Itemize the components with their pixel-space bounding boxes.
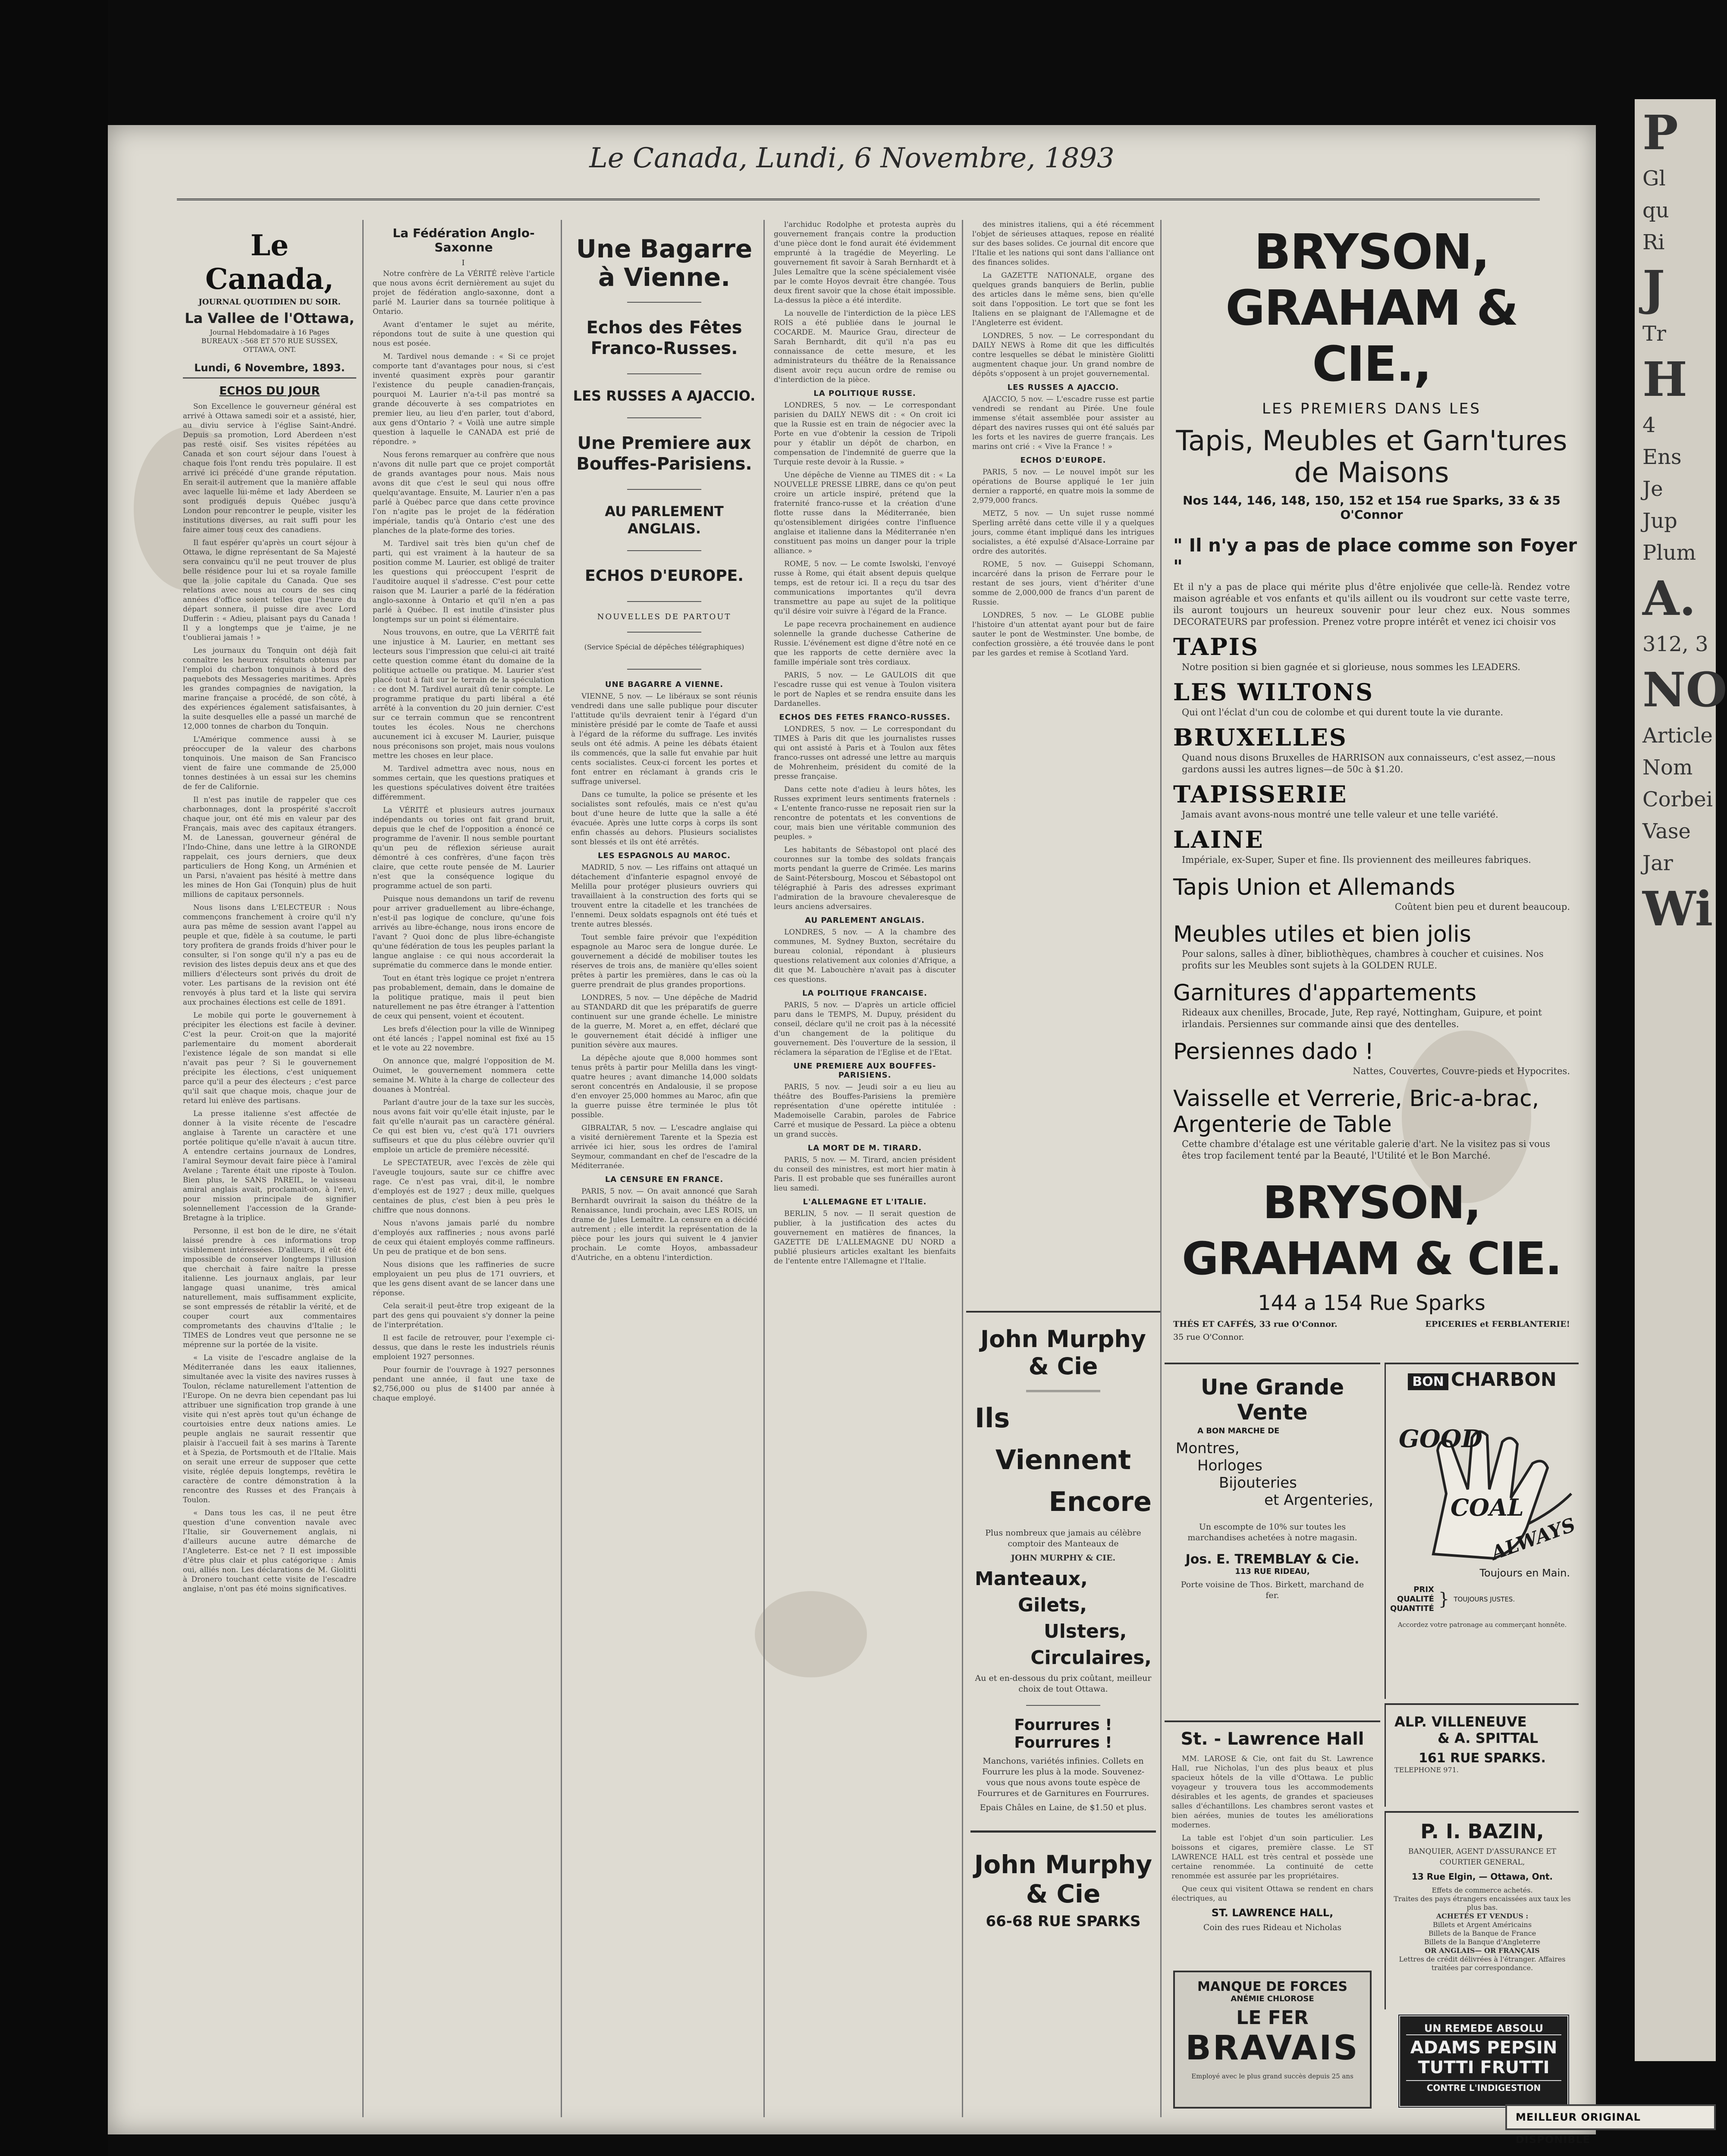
adjacent-fragment: Ri — [1642, 230, 1665, 254]
bazin-line: Billets de la Banque de France — [1428, 1929, 1536, 1937]
bryson-item: Tapis Union et Allemands — [1173, 874, 1455, 900]
subhead: UNE BAGARRE A VIENNE. — [605, 680, 724, 689]
bryson-footer-left: THÉS ET CAFFÉS, 33 rue O'Connor. — [1173, 1319, 1338, 1329]
murphy-ad-text: Epais Châles en Laine, de $1.50 et plus. — [980, 1803, 1147, 1812]
murphy-ad — [966, 1311, 1160, 2130]
article-paragraph: La presse italienne s'est affectée de donner à la visite récente de l'escadre anglaise à Tarente un caractère et une portée politique qu'elle n'avait à aucun titre. A entendre certains journaux de Londres, l'amiral Seymour devait faire pièce à l'amiral Avelane ; Tarente était une riposte à Toulon. Bien plus, le SANS PAREIL, le vaisseau amiral anglais avait, proclamait-on, à l'envi, pour mission principale de signifier solennellement l'accession de la Grande-Bretagne à la triplice. — [183, 1109, 356, 1222]
headline: Une Premiere aux Bouffes-Parisiens. — [576, 433, 752, 474]
article-paragraph: Les brefs d'élection pour la ville de Winnipeg ont été lancés ; l'appel nominal est fixé au 15 et le vote au 22 novembre. — [373, 1025, 555, 1053]
article-paragraph: « La visite de l'escadre anglaise de la Méditerranée dans les eaux italiennes, simultanée avec la visite des navires russes à Toulon, réclame naturellement l'attention de l'Europe. On ne devra bien cependant pas lui attribuer une signification trop grande à une visite qui n'est après tout qu'un échange de courtoisies entre deux nations amies. Le peuple anglais ne saurait ressentir que plaisir à l'accueil fait à ses marins à Tarente et à Spezia, de Portsmouth et de l'Italie. Mais on serait une erreur de supposer que cette visite, réglée depuis longtemps, revêtira le caractère de contre démonstration à la rencontre des Russes et des Français à Toulon. — [183, 1354, 356, 1504]
lawrence-hall-text: Que ceux qui visitent Ottawa se rendent en chars électriques, au — [1171, 1885, 1373, 1903]
tremblay-ad-name: Jos. E. TREMBLAY & Cie. — [1185, 1552, 1360, 1567]
article-paragraph: Nous trouvons, en outre, que La VÉRITÉ fait une injustice à M. Laurier, en mettant ses lecteurs sous l'impression que celui-ci ait traité cette question comme étant du domaine de la politique actuelle ou pratique. M. Laurier s'est placé tout à fait sur le terrain de la spéculation : ce dont M. Tardivel aurait dû tenir compte. Le programme pratique du parti libéral a été arrêté à la convention du 20 juin dernier. C'est sur ce terrain commun que se rencontrent toutes les écoles. Nous ne cherchons aucunement ici à excuser M. Laurier, puisque nous préconisons son projet, mais nous voulons mettre les choses en leur place. — [373, 628, 555, 760]
villeneuve-address: 161 RUE SPARKS. — [1419, 1751, 1546, 1766]
subhead: AU PARLEMENT ANGLAIS. — [805, 916, 925, 925]
article-paragraph: PARIS, 5 nov. — M. Tirard, ancien président du conseil des ministres, est mort hier matin à Paris. Il est probable que ses funérailles auront lieu samedi. — [774, 1156, 956, 1193]
article-paragraph: M. Tardivel admettra avec nous, nous en sommes certain, que les questions pratiques et les questions spéculatives doivent être traitées différemment. — [373, 765, 555, 802]
adams-line: CONTRE L'INDIGESTION — [1406, 2080, 1561, 2093]
adjacent-fragment: Plum — [1642, 541, 1696, 565]
column-3 — [565, 220, 763, 2126]
subhead: UNE PREMIERE AUX BOUFFES-PARISIENS. — [793, 1062, 936, 1080]
charbon-qualite: QUALITÉ — [1397, 1595, 1434, 1604]
adjacent-fragment: 312, 3 — [1642, 632, 1708, 656]
bravais-line: MANQUE DE FORCES — [1197, 1979, 1348, 1994]
headline: ECHOS D'EUROPE. — [585, 567, 744, 585]
subhead: LES RUSSES A AJACCIO. — [1007, 383, 1119, 392]
bryson-item-desc: Jamais avant avons-nous montré une telle valeur et une telle variété. — [1182, 809, 1498, 820]
adjacent-fragment: A. — [1642, 570, 1696, 626]
adjacent-fragment: Je — [1642, 477, 1663, 501]
article-paragraph: PARIS, 5 nov. — Le GAULOIS dit que l'escadre russe qui est venue à Toulon visitera le port de Naples et se rendra ensuite dans les Dardanelles. — [774, 671, 956, 708]
subhead: ECHOS D'EUROPE. — [1020, 456, 1106, 465]
murphy-ad-word: Encore — [1049, 1486, 1152, 1517]
adjacent-fragment: qu — [1642, 198, 1669, 222]
article-title: La Fédération Anglo-Saxonne — [392, 226, 535, 254]
adjacent-fragment: P — [1642, 105, 1678, 160]
article-paragraph: Les journaux du Tonquin ont déjà fait connaître les heureux résultats obtenus par l'emploi du charbon tonquinois à bord des paquebots des Messageries maritimes. Après les grandes compagnies de navigation, la marine française a procédé, de son côté, à des expériences également satisfaisantes, à la suite desquelles elle a passé un marché de 12,000 tonnes de charbon du Tonquin. — [183, 646, 356, 731]
paper-logo: Le Canada, — [205, 229, 334, 296]
bazin-line: Lettres de crédit délivrées à l'étranger. Affaires traitées par correspondance. — [1399, 1955, 1566, 1972]
murphy-ad-item: Ulsters, — [1044, 1620, 1127, 1642]
bryson-item-desc: Coûtent bien peu et durent beaucoup. — [1394, 902, 1570, 912]
murphy-ad-word: Viennent — [995, 1444, 1131, 1476]
article-paragraph: Pour fournir de l'ouvrage à 1927 personnes pendant une année, il faut une taxe de $2,756,000 ou plus de $1400 par année à chaque employé. — [373, 1366, 555, 1403]
column-4 — [768, 220, 962, 2126]
subhead: LES ESPAGNOLS AU MAROC. — [598, 851, 731, 860]
bryson-item-desc: Nattes, Couvertes, Couvre-pieds et Hypocrites. — [1353, 1066, 1570, 1076]
villeneuve-name2: & A. SPITTAL — [1438, 1730, 1539, 1746]
adjacent-fragment: Corbei — [1642, 787, 1713, 812]
bazin-line: Traites des pays étrangers encaissées aux taux les plus bas. — [1394, 1895, 1571, 1912]
newspaper-page — [108, 125, 1596, 2134]
bryson-ad-intro: Et il n'y a pas de place qui mérite plus d'être enjolivée que celle-là. Rendez votre maison agréable et vos enfants et qu'ils aillent ou ils voudront sur cette vaste terre, ils auront toujours un heureux souvenir pour leur chez eux. Nous sommes DECORATEURS par profession. Prenez votre propre intérêt et venez ici choisir vos — [1173, 582, 1570, 627]
headline: LES RUSSES A AJACCIO. — [573, 388, 756, 404]
bryson-item: TAPIS — [1173, 633, 1259, 661]
bryson-item-desc: Impériale, ex-Super, Super et fine. Ils proviennent des meilleures fabriques. — [1182, 855, 1531, 865]
adjacent-fragment: Vase — [1642, 819, 1691, 843]
article-paragraph: Tout semble faire prévoir que l'expédition espagnole au Maroc sera de longue durée. Le gouvernement a décidé de mobiliser toutes les réserves de trois ans, de manière qu'elles soient prêtes à partir les premières, dans le cas où la guerre prendrait de plus grandes proportions. — [571, 933, 757, 989]
article-paragraph: Puisque nous demandons un tarif de revenu pour arriver graduellement au libre-échange, n'est-il pas logique de conclure, qu'une fois arrivés au libre-échange, nous irons encore de l'avant ? Quoi donc de plus libre-échangiste qu'une fédération de tous les peuples parlant la langue anglaise : ce qui nous accorderait la suprématie du commerce dans le monde entier. — [373, 895, 555, 970]
headline: Une Bagarre à Vienne. — [576, 234, 753, 292]
section-title: ECHOS DU JOUR — [219, 385, 320, 398]
article-paragraph: LONDRES, 5 nov. — Le correspondant du DAILY NEWS à Rome dit que les difficultés contre lesquelles se débat le ministère Giolitti augmentent chaque jour. Un grand nombre de dépôts s'opposent à un projet gouvernemental. — [972, 332, 1154, 378]
adjacent-fragment: J — [1642, 260, 1665, 316]
masthead-title: Le Canada, Lundi, 6 Novembre, 1893 — [589, 142, 1115, 174]
bryson-item-desc: Quand nous disons Bruxelles de HARRISON aux connaisseurs, c'est assez,—nous gardons aussi les autres lignes—de 50c à $1.20. — [1182, 752, 1556, 774]
bryson-item: Meubles utiles et bien jolis — [1173, 921, 1471, 947]
lawrence-hall-address: Coin des rues Rideau et Nicholas — [1203, 1923, 1342, 1932]
article-paragraph: VIENNE, 5 nov. — Le libéraux se sont réunis vendredi dans une salle publique pour discuter l'attitude qu'ils devraient tenir à l'égard d'un ministère présidé par le comte de Taafe et aussi à l'égard de la réforme du suffrage. Les invités seuls ont été admis. A peine les débats étaient ils commencés, que la salle fut envahie par huit cents socialistes. Ceux-ci forcent les portes et font entrer en réclamant à grands cris le suffrage universel. — [571, 692, 757, 786]
adams-line: UN REMEDE ABSOLU — [1406, 2022, 1561, 2035]
charbon-always: ALWAYS — [1488, 1514, 1579, 1565]
bazin-line: Billets de la Banque d'Angleterre — [1424, 1938, 1541, 1946]
article-paragraph: Le mobile qui porte le gouvernement à précipiter les élections est facile à deviner. C'est la peur. Croit-on que la majorité parlementaire du moment aborderait l'existence légale de son mandat si elle n'avait pas peur ? Si le gouvernement précipite les élections, c'est uniquement parce qu'il a peur des électeurs ; c'est parce qu'il sait que chaque mois, chaque jour de retard lui enlève des partisans. — [183, 1011, 356, 1105]
article-paragraph: Tout en étant très logique ce projet n'entrera pas probablement, demain, dans le domaine de la politique pratique, mais il peut bien naturellement ne pas être étranger à l'attention de ceux qui pensent, voient et écoutent. — [373, 974, 555, 1021]
adams-brand: ADAMS PEPSIN — [1410, 2038, 1557, 2058]
murphy-ad-item: Gilets, — [1018, 1594, 1087, 1616]
villeneuve-phone: TELEPHONE 971. — [1394, 1766, 1459, 1774]
bryson-ad — [1165, 220, 1579, 1350]
subhead: LA POLITIQUE FRANCAISE. — [802, 989, 927, 998]
article-paragraph: Nous disions que les raffineries de sucre employaient un peu plus de 171 ouvriers, et que les gens disent avant de se lancer dans une réponse. — [373, 1260, 555, 1297]
charbon-prix: PRIX — [1413, 1585, 1434, 1594]
villeneuve-name: ALP. VILLENEUVE — [1394, 1714, 1527, 1730]
office-city: OTTAWA, ONT. — [243, 345, 296, 354]
column-1 — [177, 220, 362, 2126]
tremblay-ad — [1165, 1363, 1380, 1716]
adjacent-fragment: Ens — [1642, 445, 1682, 469]
issue-date: Lundi, 6 Novembre, 1893. — [183, 362, 356, 379]
paper-subtitle: JOURNAL QUOTIDIEN DU SOIR. — [198, 298, 341, 307]
article-paragraph: l'archiduc Rodolphe et protesta auprès du gouvernement français contre la production d'une pièce dont le fond aurait été évidemment emprunté à la tragédie de Meyerling. Le gouvernement fit savoir à Sarah Bernhardt et à Jules Lemaître que la scène spécialement visée par le comte Hoyos devrait être changée. Tous deux firent savoir que la chose était impossible. La-dessus la pièce a été interdite. — [774, 220, 956, 305]
tremblay-item: Montres, — [1176, 1440, 1240, 1457]
masthead — [108, 142, 1596, 190]
murphy-fur-title: Fourrures ! Fourrures ! — [1014, 1716, 1112, 1752]
article-paragraph: LONDRES, 5 nov. — Le correspondant parisien du DAILY NEWS dit : « On croit ici que la Russie est en train de négocier avec la Porte en vue d'obtenir la cession de Tripoli pour y établir un dépôt de charbon, en compensation de l'indemnité de guerre que la Turquie reste devoir à la Russie. » — [774, 401, 956, 467]
article-paragraph: des ministres italiens, qui a été récemment l'objet de sérieuses attaques, repose en réalité sur des bases solides. Ce journal dit encore que l'Italie et les nations qui sont dans l'alliance ont des finances solides. — [972, 220, 1154, 267]
weekly-title: La Vallee de l'Ottawa, — [185, 310, 355, 326]
bryson-item-desc: Pour salons, salles à dîner, bibliothèques, chambres à coucher et cuisines. Nos profits sur les Meubles sont sujets à la GOLDEN RULE. — [1182, 949, 1544, 971]
article-paragraph: La nouvelle de l'interdiction de la pièce LES ROIS a été publiée dans le journal le COCARDE. M. Maurice Grau, directeur de Sarah Bernhardt, dit qu'il n'a pas eu connaissance de cette mesure, et les administrateurs du théâtre de la Renaissance disent avoir reçu aucun ordre de remise ou d'interdiction de la pièce. — [774, 309, 956, 384]
article-paragraph: Il faut espérer qu'après un court séjour à Ottawa, le digne représentant de Sa Majesté sera convaincu qu'il ne peut trouver de plus belle résidence pour lui et sa royale famille que la jolie capitale du Canada. Que ses relations avec nous au cours de ses cinq années d'office soient telles que l'heure du départ sonnera, il puisse dire avec Lord Dufferin : « Adieu, plaisant pays du Canada ! Il y a longtemps que je t'aime, je ne t'oublierai jamais ! » — [183, 539, 356, 642]
article-paragraph: Cela serait-il peut-être trop exigeant de la part des gens qui pouvaient s'y donner la peine de l'interprétation. — [373, 1302, 555, 1329]
tremblay-ad-address: 113 RUE RIDEAU, — [1235, 1567, 1310, 1576]
bravais-line: LE FER — [1236, 2007, 1309, 2029]
wire-note: (Service Spécial de dépêches télégraphiques) — [584, 643, 744, 651]
article-paragraph: PARIS, 5 nov. — Jeudi soir a eu lieu au théâtre des Bouffes-Parisiens la première représentation d'une opérette intitulée : Mademoiselle Carabin, paroles de Fabrice Carré et musique de Pessard. La pièce a obtenu un grand succès. — [774, 1083, 956, 1139]
article-paragraph: AJACCIO, 5 nov. — L'escadre russe est partie vendredi se rendant au Pirée. Une foule immense s'était assemblée pour assister au départ des navires russes qui ont été salués par les forts et les navires de guerre français. Les marins ont crié : « Vive la France ! » — [972, 395, 1154, 451]
news-section-title: NOUVELLES DE PARTOUT — [597, 612, 732, 621]
bazin-line: ACHETÉS ET VENDUS : — [1436, 1912, 1529, 1920]
adjacent-fragment: Jup — [1642, 509, 1677, 533]
article-paragraph: « Dans tous les cas, il ne peut être question d'une convention navale avec l'Italie, sir Gouvernement anglais, ni d'ailleurs aucune autre démarche de l'Angleterre. Est-ce net ? Il est impossible d'être plus clair et plus catégorique : Amis oui, alliés non. Les déclarations de M. Giolitti à Dronero touchant cette visite de l'escadre anglaise, n'ont pas été moins significatives. — [183, 1509, 356, 1593]
article-paragraph: M. Tardivel nous demande : « Si ce projet comporte tant d'avantages pour nous, si c'est inventé quasiment exprès pour garantir l'existence du peuple canadien-français, pourquoi M. Laurier n'a-t-il pas montré sa grande découverte à ses compatriotes en premier lieu, au lieu d'en parler, tout d'abord, aux gens d'Ontario ? « Voilà une autre simple question à laquelle le CANADA est prié de répondre. » — [373, 352, 555, 446]
tremblay-ad-sub: A BON MARCHE DE — [1197, 1426, 1280, 1435]
murphy-ad-text: Au et en-dessous du prix coûtant, meilleur choix de tout Ottawa. — [975, 1673, 1152, 1694]
bazin-line: Effets de commerce achetés. — [1432, 1886, 1533, 1894]
scan-border — [0, 0, 108, 2156]
bryson-ad-address: Nos 144, 146, 148, 150, 152 et 154 rue Sparks, 33 & 35 O'Connor — [1183, 493, 1561, 522]
article-paragraph: Nous ferons remarquer au confrère que nous n'avons dit nulle part que ce projet comportât de grands avantages pour nous. Mais nous avons dit que c'est le seul qui nous offre quelqu'avantage. Ensuite, M. Laurier n'en a pas parlé à Québec parce que dans cette province l'on n'agite pas le projet de la fédération impériale, tandis qu'à Ontario c'est une des planches de la plate-forme des tories. — [373, 451, 555, 535]
bryson-item-desc: Cette chambre d'étalage est une véritable galerie d'art. Ne la visitez pas si vous êtes trop facilement tenté par la Beauté, l'Utilité et le Bon Marché. — [1182, 1139, 1550, 1161]
article-paragraph: Il est facile de retrouver, pour l'exemple ci-dessus, que dans le reste les industriels réunis emploient 1927 personnes. — [373, 1334, 555, 1361]
article-paragraph: GIBRALTAR, 5 nov. — L'escadre anglaise qui a visité dernièrement Tarente et la Spezia est arrivée ici hier, sous les ordres de l'amiral Seymour, commandant en chef de l'escadre de la Méditerranée. — [571, 1124, 757, 1170]
murphy-ad-name: JOHN MURPHY & CIE. — [1011, 1553, 1116, 1563]
bravais-line: ANÉMIE CHLOROSE — [1231, 1994, 1314, 2003]
article-paragraph: Les habitants de Sébastopol ont placé des couronnes sur la tombe des soldats français morts pendant la guerre de Crimée. Les marins de Saint-Pétersbourg, Moscou et Sébastopol ont télégraphié à Paris des adresses exprimant l'admiration de la bravoure chevaleresque de leurs anciens adversaires. — [774, 846, 956, 911]
bravais-note: Employé avec le plus grand succès depuis 25 ans — [1191, 2072, 1353, 2080]
article-paragraph: Le SPECTATEUR, avec l'excès de zèle qui l'aveugle toujours, saute sur ce chiffre avec rage. Ce n'est pas vrai, dit-il, le nombre d'employés est de 1927 ; deux mille, quelques centaines de plus, c'est bien à peu près le chiffre que nous donnons. — [373, 1159, 555, 1215]
article-paragraph: L'Amérique commence aussi à se préoccuper de la valeur des charbons tonquinois. Une maison de San Francisco vient de faire une commande de 25,000 tonnes destinées à un essai sur les chemins de fer de Californie. — [183, 735, 356, 791]
article-paragraph: La VÉRITÉ et plusieurs autres journaux indépendants ou tories ont fait grand bruit, depuis que le chef de l'opposition a énoncé ce programme de l'avenir. Il nous semble pourtant qu'un peu de réflexion sérieuse aurait démontré à ces confrères, d'une façon très claire, que cette route pensée de M. Laurier n'est que la conséquence logique du programme actuel de son parti. — [373, 806, 555, 890]
bazin-address: 13 Rue Elgin, — Ottawa, Ont. — [1412, 1871, 1553, 1882]
article-paragraph: Dans ce tumulte, la police se présente et les socialistes sont refoulés, mais ce n'est qu'au bout d'une heure de lutte que la salle a été évacuée. Après une lutte corps à corps ils sont enfin chassés au dehors. Plusieurs socialistes sont blessés et ils ont été arrêtés. — [571, 790, 757, 846]
lawrence-hall-text: MM. LAROSE & Cie, ont fait du St. Lawrence Hall, rue Nicholas, l'un des plus beaux et plus spacieux hôtels de la ville d'Ottawa. Le public voyageur y trouvera tous les accommodements désirables et les agents, de grandes et spacieuses salles d'échantillons. Les chambres seront vastes et bien aérées, munies de toutes les améliorations modernes. — [1171, 1755, 1373, 1830]
column-2 — [367, 220, 561, 2126]
murphy-ad-item: Manteaux, — [975, 1568, 1088, 1590]
bryson-item-desc: Rideaux aux chenilles, Brocade, Jute, Rep rayé, Nottingham, Guipure, et point irlandais. Persiennes sur commande ainsi que des dentelles. — [1182, 1007, 1542, 1029]
bryson-item: BRUXELLES — [1173, 724, 1347, 751]
bryson-item-desc: Qui ont l'éclat d'un cou de colombe et qui durent toute la vie durante. — [1182, 707, 1504, 718]
subhead: LA POLITIQUE RUSSE. — [813, 389, 916, 398]
bazin-line: Billets et Argent Américains — [1432, 1921, 1532, 1929]
lawrence-hall-name: ST. LAWRENCE HALL, — [1211, 1907, 1334, 1919]
article-paragraph: LONDRES, 5 nov. — Le GLOBE publie l'histoire d'un attentat ayant pour but de faire sauter le pont de Westminster. Une bombe, de confection grossière, a été trouvée dans le pont par les gardes et remise à Scotland Yard. — [972, 611, 1154, 658]
article-paragraph: Notre confrère de La VÉRITÉ relève l'article que nous avons écrit dernièrement au sujet du projet de fédération anglo-saxonne, dont a parlé M. Laurier dans sa tournée politique à Ontario. — [373, 270, 555, 316]
bryson-footer-right: EPICERIES et FERBLANTERIE! — [1425, 1319, 1570, 1329]
charbon-good: GOOD — [1399, 1425, 1482, 1453]
charbon-justes: TOUJOURS JUSTES. — [1454, 1595, 1515, 1603]
murphy-footer-address: 66-68 RUE SPARKS — [986, 1913, 1141, 1930]
article-paragraph: PARIS, 5 nov. — Le nouvel impôt sur les opérations de Bourse appliqué le 1er juin dernier a rapporté, en quatre mois la somme de 2,979,000 francs. — [972, 468, 1154, 505]
charbon-tagline: Toujours en Main. — [1479, 1567, 1570, 1579]
archive-label: MEILLEUR ORIGINAL DISPONIBLE — [1505, 2104, 1716, 2130]
office-address: BUREAUX :-568 ET 570 RUE SUSSEX, — [201, 337, 338, 345]
article-paragraph: La GAZETTE NATIONALE, organe des quelques grands banquiers de Berlin, publie des articles dans le même sens, bien qu'elle soit dans l'opposition. Le tort que se font les Italiens en se plaignant de l'Allemagne et de l'Angleterre est évident. — [972, 271, 1154, 327]
article-paragraph: Dans cette note d'adieu à leurs hôtes, les Russes expriment leurs sentiments fraternels : « L'entente franco-russe ne reposait rien sur la rencontre de potentats et les conventions de cour, mais bien une véritable communion des peuples. » — [774, 785, 956, 841]
article-paragraph: Nous lisons dans L'ELECTEUR : Nous commençons franchement à croire qu'il n'y aura pas même de session avant l'appel au peuple et que, fidèle à sa coutume, le parti tory profitera de grands froids d'hiver pour le consulter, si l'on songe qu'il n'y a pas eu de revision des listes depuis deux ans et que des milliers d'électeurs sont privés du droit de voter. Les partisans de la revision ont été renvoyés à plus tard et la liste qui servira aux prochaines élections est celle de 1891. — [183, 903, 356, 1007]
tremblay-ad-text: Un escompte de 10% sur toutes les marchandises achetées à notre magasin. — [1187, 1522, 1357, 1542]
murphy-ad-title: John Murphy & Cie — [980, 1326, 1146, 1380]
article-paragraph: Personne, il est bon de le dire, ne s'était laissé prendre à ces informations trop visiblement intéressées. D'ailleurs, il eût été impossible de conserver longtemps l'illusion que cherchait à faire naître la presse italienne. Les journaux anglais, par leur langage quasi unanime, très amical naturellement, mais suffisamment explicite, se sont empressés de rétablir la vérité, et de couper court aux commentaires comprometants des chauvins d'Italie ; le TIMES de Londres veut que personne ne se méprenne sur la portée de la visite. — [183, 1227, 356, 1349]
charbon-title: CHARBON — [1451, 1369, 1557, 1391]
charbon-note: Accordez votre patronage au commerçant honnête. — [1397, 1621, 1567, 1629]
article-paragraph: METZ, 5 nov. — Un sujet russe nommé Sperling arrêté dans cette ville il y a quelques jours, comme étant impliqué dans les intrigues socialistes, a été expulsé d'Alsace-Lorraine par ordre des autorités. — [972, 509, 1154, 556]
article-paragraph: M. Tardivel sait très bien qu'un chef de parti, qui est vraiment à la hauteur de sa position comme M. Laurier, est obligé de traiter les questions qui préoccupent l'esprit de l'auditoire auquel il s'adresse. C'est pour cette raison que M. Laurier a parlé de la fédération anglo-saxonne à Ontario et qu'il n'en a pas parlé à Québec. Il est inutile d'insister plus longtemps sur un point si élémentaire. — [373, 539, 555, 624]
adjacent-page — [1635, 99, 1727, 2061]
bravais-brand: BRAVAIS — [1185, 2029, 1360, 2068]
adjacent-fragment: NO — [1642, 662, 1727, 718]
lawrence-hall-text: La table est l'objet d'un soin particulier. Les boissons et cigares, première classe. Le ST LAWRENCE HALL est très central et possède une certaine renommée. La continuité de cette renommée est assurée par les propriétaires. — [1171, 1834, 1373, 1880]
bryson-footer-left2: 35 rue O'Connor. — [1173, 1332, 1244, 1342]
adjacent-fragment: Nom — [1642, 755, 1693, 780]
tremblay-item: Horloges — [1197, 1457, 1262, 1474]
bryson-item: LES WILTONS — [1173, 678, 1374, 706]
tremblay-item: Bijouteries — [1219, 1474, 1297, 1492]
headline: Echos des Fêtes Franco-Russes. — [586, 318, 742, 358]
article-paragraph: MADRID, 5 nov. — Les riffains ont attaqué un détachement d'infanterie espagnol envoyé de Melilla pour protéger plusieurs ouvriers qui travaillaient à la construction des forts qui se trouvent entre la citadelle et les tranchées de l'ennemi. Deux soldats espagnols ont été tués et trente autres blessés. — [571, 863, 757, 929]
lawrence-hall-title: St. - Lawrence Hall — [1181, 1729, 1364, 1749]
article-paragraph: ROME, 5 nov. — Guiseppi Schomann, incarcéré dans la prison de Ferrare pour le restant de ses jours, vient d'hériter d'une somme de 2,000,000 de francs d'un parent de Russie. — [972, 560, 1154, 607]
article-paragraph: La dépêche ajoute que 8,000 hommes sont tenus prêts à partir pour Melilla dans les vingt-quatre heures ; avant dimanche 14,000 soldats seront concentrés en Andalousie, il se propose d'en envoyer 25,000 hommes au Maroc, afin que la guerre puisse être terminée le plus tôt possible. — [571, 1054, 757, 1119]
bazin-ad — [1385, 1811, 1579, 2009]
lawrence-hall-ad — [1165, 1720, 1380, 1962]
article-paragraph: Le pape recevra prochainement en audience solennelle la grande duchesse Catherine de Russie. L'événement est digne d'être noté en ce que les rapports de cette dernière avec la famille impériale sont très cordiaux. — [774, 620, 956, 667]
bazin-line: OR ANGLAIS— OR FRANÇAIS — [1425, 1946, 1540, 1955]
article-paragraph: ROME, 5 nov. — Le comte Iswolski, l'envoyé russe à Rome, qui était absent depuis quelque temps, est de retour ici. Il a reçu du tsar des communications importantes qu'il devra transmettre au pape au sujet de la politique qu'il désire voir suivre à l'égard de la France. — [774, 560, 956, 616]
article-paragraph: On annonce que, malgré l'opposition de M. Ouimet, le gouvernement nommera cette semaine M. White à la charge de collecteur des douanes à Montréal. — [373, 1057, 555, 1094]
murphy-ad-word: Ils — [975, 1402, 1010, 1434]
article-paragraph: Son Excellence le gouverneur général est arrivé à Ottawa samedi soir et a assisté, hier, au diviu service à l'église Saint-André. Depuis sa promotion, Lord Aberdeen n'est pas resté oisif. Ses visites répétées au Canada et son court séjour dans l'ouest à chaque fois l'ont rendu très populaire. Il est arrivé ici précédé d'une grande réputation. En serait-il autrement que la manière affable avec laquelle lui-même et lady Aberdeen se sont prodigués depuis Québec jusqu'à London pour rencontrer le peuple, visiter les institutions diverses, au rait suffi pour les faire aimer tous ceux des canadiens. — [183, 402, 356, 534]
article-paragraph: Parlant d'autre jour de la taxe sur les succès, nous avons fait voir qu'elle était injuste, par le fait qu'elle n'aurait pas un caractère général. Ce qui est bien vu, c'est qu'à 171 ouvriers suffiseurs et que du plus célèbre ouvrier qu'il emploie un article de première nécessité. — [373, 1098, 555, 1154]
bryson-item: TAPISSERIE — [1173, 780, 1348, 808]
adjacent-fragment: Tr — [1642, 322, 1666, 346]
murphy-ad-text: Manchons, variétés infinies. Collets en Fourrure les plus à la mode. Souvenez-vous que nous avons toute espèce de Fourrures et de Garnitures en Fourrures. — [977, 1756, 1149, 1798]
adams-pepsin-ad — [1397, 2014, 1570, 2109]
article-paragraph: LONDRES, 5 nov. — Le correspondant du TIMES à Paris dit que les journalistes russes qui ont assisté à Paris et à Toulon aux fêtes franco-russes ont adressé une lettre au marquis de Mohrenheim, président du comité de la presse française. — [774, 725, 956, 781]
bravais-ad — [1173, 1971, 1372, 2109]
murphy-footer-title: John Murphy & Cie — [974, 1850, 1152, 1908]
article-paragraph: LONDRES, 5 nov. — Une dépêche de Madrid au STANDARD dit que les préparatifs de guerre continuent sur une grande échelle. Le ministre de la guerre, M. Moret a, en effet, déclaré que le gouvernement était décidé à infliger une punition sévère aux maures. — [571, 993, 757, 1050]
article-paragraph: Nous n'avons jamais parlé du nombre d'employés aux raffineries ; nous avons parlé de ceux qui étaient employés comme raffineurs. Un peu de pratique et de bon sens. — [373, 1219, 555, 1256]
adjacent-fragment: Wi — [1642, 881, 1713, 937]
bryson-footer-row — [1173, 1319, 1570, 1329]
masthead-rule — [177, 198, 1540, 201]
adjacent-fragment: Jar — [1642, 851, 1673, 875]
adjacent-fragment: Article — [1642, 724, 1713, 748]
article-part: I — [462, 259, 466, 267]
bryson-ad-quote: " Il n'y a pas de place comme son Foyer " — [1173, 535, 1577, 577]
article-paragraph: BERLIN, 5 nov. — Il serait question de publier, à la justification des actes du gouvernement en matières de finances, la GAZETTE DE L'ALLEMAGNE DU NORD a publié plusieurs articles exaltant les bienfaits de l'entente entre l'Allemagne et l'Italie. — [774, 1210, 956, 1266]
article-paragraph: Une dépêche de Vienne au TIMES dit : « La NOUVELLE PRESSE LIBRE, dans ce qu'on peut croire un article inspiré, prétend que la fraternité franco-russe et la création d'une flotte russe dans la Méditerranée, bien qu'ostensiblement dirigées contre l'influence anglaise et italienne dans la Méditerranée n'en constituent pas moins un danger pour la triple alliance. » — [774, 471, 956, 555]
subhead: L'ALLEMAGNE ET L'ITALIE. — [803, 1197, 927, 1206]
weekly-desc: Journal Hebdomadaire à 16 Pages — [210, 328, 330, 336]
bryson-ad-title: BRYSON, GRAHAM & CIE., — [1225, 224, 1518, 392]
adjacent-fragment: 4 — [1642, 413, 1656, 437]
article-paragraph: Avant d'entamer le sujet au mérite, répondons tout de suite à une question qui nous est posée. — [373, 320, 555, 348]
subhead: LA CENSURE EN FRANCE. — [605, 1175, 724, 1184]
article-paragraph: PARIS, 5 nov. — D'après un article officiel paru dans le TEMPS, M. Dupuy, président du conseil, déclare qu'il ne croit pas à la nécessité d'un changement de la politique du gouvernement. Dès l'ouverture de la session, il réclamera la séparation de l'Eglise et de l'Etat. — [774, 1001, 956, 1057]
article-paragraph: LONDRES, 5 nov. — A la chambre des communes, M. Sydney Buxton, secrétaire du bureau colonial, répondant à plusieurs questions relativement aux colonies d'Afrique, a dit que M. Labouchère n'avait pas à discuter ces questions. — [774, 928, 956, 984]
subhead: ECHOS DES FETES FRANCO-RUSSES. — [779, 713, 951, 722]
bryson-item-desc: Notre position si bien gagnée et si glorieuse, nous sommes les LEADERS. — [1182, 662, 1520, 672]
bazin-role: BANQUIER, AGENT D'ASSURANCE ET COURTIER GENERAL, — [1408, 1847, 1556, 1867]
adjacent-fragment: H — [1642, 351, 1687, 407]
bryson-footer-address: 144 a 154 Rue Sparks — [1258, 1291, 1485, 1315]
tremblay-item: et Argenteries, — [1264, 1492, 1373, 1509]
headline: AU PARLEMENT ANGLAIS. — [605, 503, 724, 537]
adams-brand2: TUTTI FRUTTI — [1418, 2058, 1550, 2078]
article-paragraph: PARIS, 5 nov. — On avait annoncé que Sarah Bernhardt ouvrirait la saison du théâtre de la Renaissance, lundi prochain, avec LES ROIS, un drame de Jules Lemaître. La censure en a décidé autrement ; elle interdit la représentation de la pièce pour les jours qui suivent le 4 janvier prochain. Le comte Hoyos, ambassadeur d'Autriche, en a obtenu l'interdiction. — [571, 1187, 757, 1262]
bryson-item: LAINE — [1173, 826, 1264, 853]
bryson-item: Garnitures d'appartements — [1173, 980, 1477, 1006]
bryson-footer-title: BRYSON, GRAHAM & CIE. — [1182, 1176, 1561, 1285]
charbon-quantite: QUANTITÉ — [1390, 1604, 1434, 1613]
bryson-footer-row2 — [1173, 1332, 1570, 1342]
subhead: LA MORT DE M. TIRARD. — [807, 1144, 922, 1153]
charbon-badge: BON — [1408, 1373, 1448, 1390]
adjacent-fragment: Gl — [1642, 166, 1666, 191]
villeneuve-ad — [1385, 1703, 1579, 1807]
charbon-coal: COAL — [1451, 1494, 1524, 1521]
murphy-ad-item: Circulaires, — [1030, 1647, 1152, 1669]
tremblay-ad-note: Porte voisine de Thos. Birkett, marchand de fer. — [1181, 1580, 1364, 1600]
murphy-ad-text: Plus nombreux que jamais au célèbre comptoir des Manteaux de — [985, 1528, 1141, 1548]
charbon-ad: BON CHARBON GOOD COAL ALWAYS Toujours en Main. PRIX QUALITÉ QUANTITÉ } TOUJOURS JUSTES. Accordez votre patronage au commerçant honnête. — [1385, 1363, 1579, 1699]
bryson-ad-headline: Tapis, Meubles et Garn'tures de Maisons — [1176, 425, 1567, 489]
article-paragraph: Il n'est pas inutile de rappeler que ces charbonnages, dont la prospérité s'accroît chaque jour, ont été mis en valeur par des Français, mais avec des capitaux étrangers. M. de Lanessan, gouverneur général de l'Indo-Chine, dans une lettre à la GIRONDE rappelait, ces jours derniers, que deux particuliers de Hong Kong, un Arménien et un Parsi, n'avaient pas hésité à mettre dans les mines de Hon Gai (Tonquin) plus de huit millions de capitaux personnels. — [183, 796, 356, 899]
bazin-name: P. I. BAZIN, — [1420, 1820, 1544, 1843]
bryson-ad-sub: LES PREMIERS DANS LES — [1262, 400, 1481, 417]
bryson-item: Vaisselle et Verrerie, Bric-a-brac, Argenterie de Table — [1173, 1086, 1539, 1138]
bryson-item: Persiennes dado ! — [1173, 1039, 1374, 1065]
tremblay-ad-title: Une Grande Vente — [1200, 1375, 1344, 1425]
